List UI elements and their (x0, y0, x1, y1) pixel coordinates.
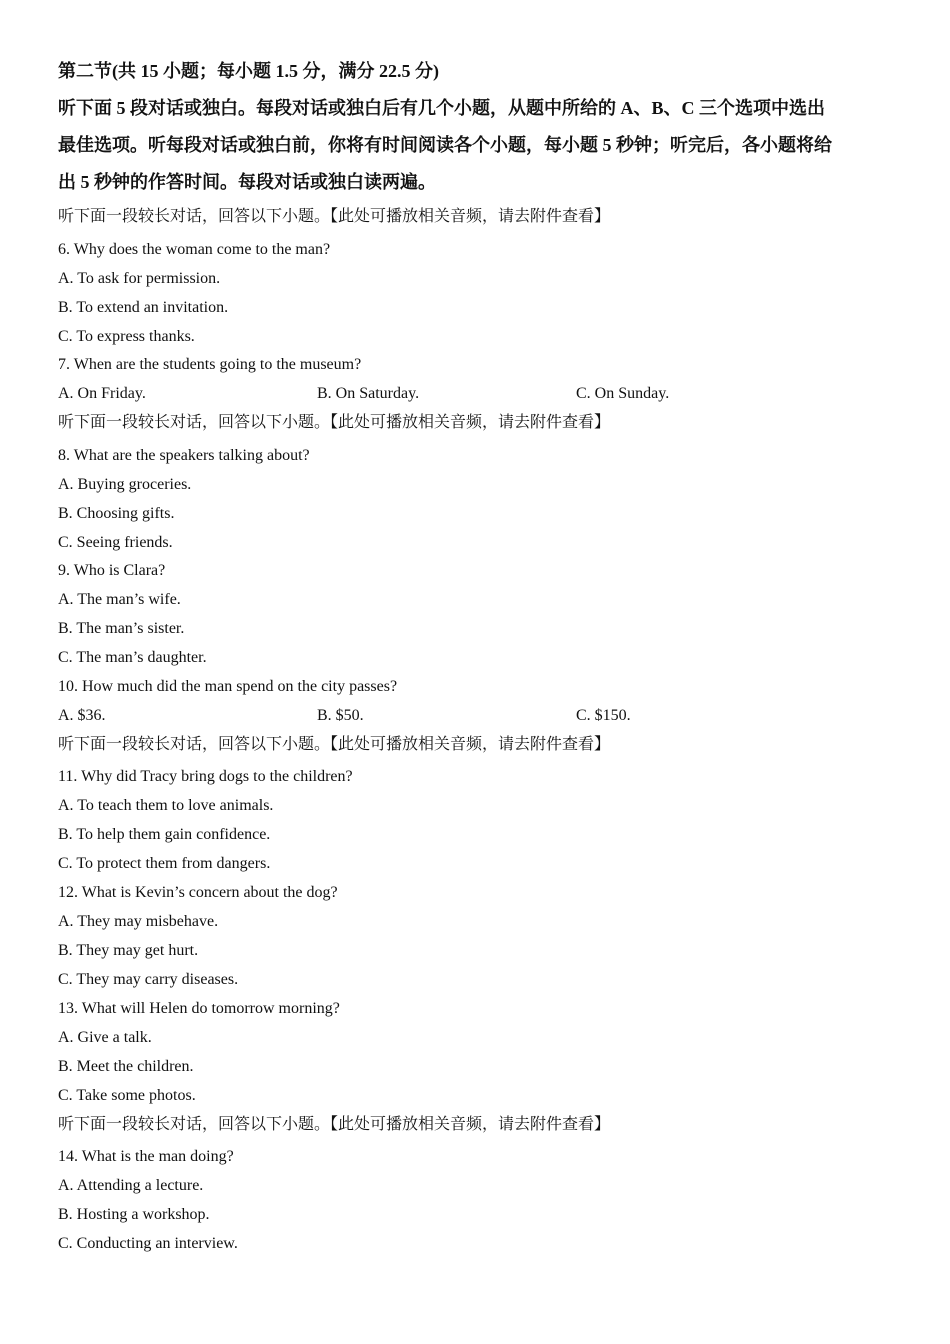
option-c: C. Seeing friends. (58, 534, 173, 551)
option-c: C. Take some photos. (58, 1087, 196, 1104)
option-b: B. Meet the children. (58, 1058, 194, 1075)
options-row (58, 384, 898, 404)
option-a: A. To ask for permission. (58, 270, 221, 287)
option-b: B. To help them gain confidence. (58, 826, 271, 843)
option-c: C. To protect them from dangers. (58, 855, 271, 872)
question-stem: 12. What is Kevin’s concern about the dog? (58, 884, 338, 901)
option-b: B. To extend an invitation. (58, 299, 229, 316)
option-b: B. Hosting a workshop. (58, 1206, 210, 1223)
section-title: 第二节(共 15 小题；每小题 1.5 分，满分 22.5 分) (58, 61, 439, 81)
instructions-line-3: 出 5 秒钟的作答时间。每段对话或独白读两遍。 (58, 172, 436, 192)
audio-prompt: 听下面一段较长对话，回答以下小题。【此处可播放相关音频，请去附件查看】 (58, 736, 611, 753)
option-a: A. To teach them to love animals. (58, 797, 274, 814)
instructions-line-1: 听下面 5 段对话或独白。每段对话或独白后有几个小题，从题中所给的 A、B、C 三个选项中选出 (58, 98, 825, 118)
option-b: B. They may get hurt. (58, 942, 199, 959)
options-row (58, 706, 898, 726)
instructions-line-2: 最佳选项。听每段对话或独白前，你将有时间阅读各个小题，每小题 5 秒钟；听完后，各小题将给 (58, 135, 832, 155)
option-c: C. $150. (576, 707, 631, 724)
option-c: C. The man’s daughter. (58, 649, 207, 666)
audio-prompt: 听下面一段较长对话，回答以下小题。【此处可播放相关音频，请去附件查看】 (58, 414, 611, 431)
option-b: B. On Saturday. (317, 385, 420, 402)
option-a: A. They may misbehave. (58, 913, 219, 930)
question-stem: 7. When are the students going to the museum? (58, 356, 362, 373)
option-c: C. They may carry diseases. (58, 971, 239, 988)
option-a: A. The man’s wife. (58, 591, 181, 608)
option-c: C. On Sunday. (576, 385, 670, 402)
option-a: A. Give a talk. (58, 1029, 152, 1046)
option-a: A. On Friday. (58, 385, 146, 402)
question-stem: 9. Who is Clara? (58, 562, 166, 579)
audio-prompt: 听下面一段较长对话，回答以下小题。【此处可播放相关音频，请去附件查看】 (58, 1116, 611, 1133)
question-stem: 6. Why does the woman come to the man? (58, 241, 331, 258)
option-a: A. Buying groceries. (58, 476, 192, 493)
audio-prompt: 听下面一段较长对话，回答以下小题。【此处可播放相关音频，请去附件查看】 (58, 208, 611, 225)
question-stem: 14. What is the man doing? (58, 1148, 234, 1165)
option-c: C. Conducting an interview. (58, 1235, 238, 1252)
option-a: A. Attending a lecture. (58, 1177, 204, 1194)
question-stem: 11. Why did Tracy bring dogs to the children? (58, 768, 353, 785)
question-stem: 8. What are the speakers talking about? (58, 447, 310, 464)
question-stem: 13. What will Helen do tomorrow morning? (58, 1000, 340, 1017)
option-c: C. To express thanks. (58, 328, 195, 345)
option-b: B. $50. (317, 707, 364, 724)
question-stem: 10. How much did the man spend on the city passes? (58, 678, 398, 695)
option-a: A. $36. (58, 707, 106, 724)
option-b: B. The man’s sister. (58, 620, 185, 637)
option-b: B. Choosing gifts. (58, 505, 175, 522)
